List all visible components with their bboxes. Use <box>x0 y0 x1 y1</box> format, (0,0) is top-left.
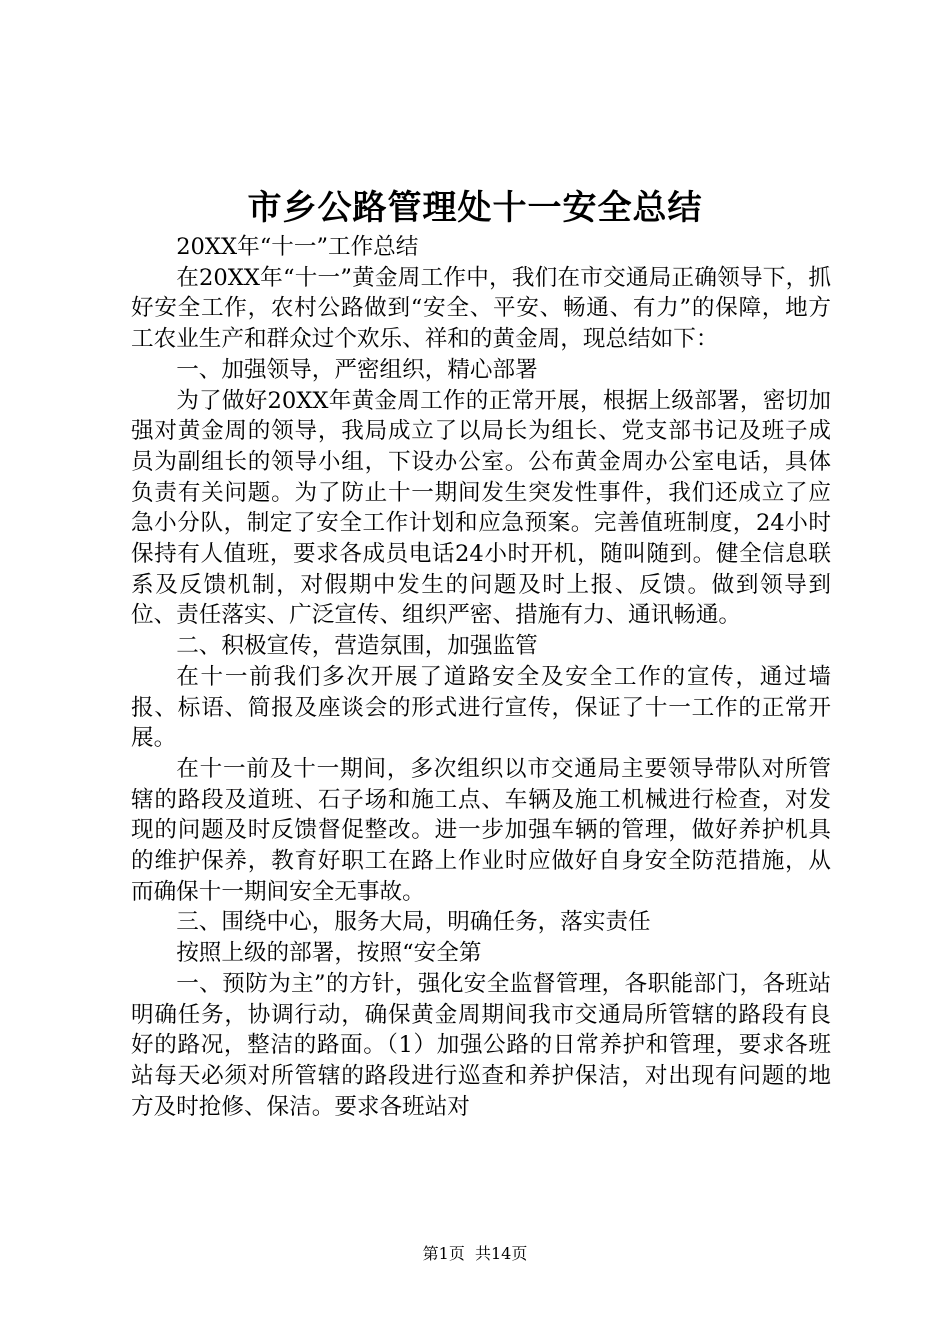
document-body <box>131 232 831 1122</box>
paragraph-section-3a: 按照上级的部署，按照“安全第 <box>176 940 482 967</box>
paragraph-intro: 在20XX年“十一”黄金周工作中，我们在市交通局正确领导下，抓好安全工作，农村公路做到“安全、平安、畅通、有力”的保障，地方工农业生产和群众过个欢乐、祥和的黄金周，现总结如下： <box>131 264 831 353</box>
paragraph-section-2b: 在十一前及十一期间，多次组织以市交通局主要领导带队对所管辖的路段及道班、石子场和施工点、车辆及施工机械进行检查，对发现的问题及时反馈督促整改。进一步加强车辆的管理，做好养护机具的维护保养，教育好职工在路上作业时应做好自身安全防范措施，从而确保十一期间安全无事故。 <box>131 755 831 905</box>
section-heading-1: 一、加强领导，严密组织，精心部署 <box>176 356 538 383</box>
paragraph-section-2a: 在十一前我们多次开展了道路安全及安全工作的宣传，通过墙报、标语、简报及座谈会的形式进行宣传，保证了十一工作的正常开展。 <box>131 663 831 752</box>
page-footer <box>0 1243 950 1265</box>
paragraph-subtitle: 20XX年“十一”工作总结 <box>176 234 419 260</box>
section-heading-3: 三、围绕中心，服务大局，明确任务，落实责任 <box>176 909 651 936</box>
page-number-label: 第1页 共14页 <box>422 1244 528 1263</box>
paragraph-section-3b: 一、预防为主”的方针，强化安全监督管理，各职能部门，各班站明确任务，协调行动，确保黄金周期间我市交通局所管辖的路段有良好的路况，整洁的路面。（1）加强公路的日常养护和管理，要求各班站每天必须对所管辖的路段进行巡查和养护保洁，对出现有问题的地方及时抢修、保洁。要求各班站对 <box>131 970 831 1120</box>
document-title: 市乡公路管理处十一安全总结 <box>247 188 703 228</box>
paragraph-section-1: 为了做好20XX年黄金周工作的正常开展，根据上级部署，密切加强对黄金周的领导，我局成立了以局长为组长、党支部书记及班子成员为副组长的领导小组，下设办公室。公布黄金周办公室电话，具体负责有关问题。为了防止十一期间发生突发性事件，我们还成立了应急小分队，制定了安全工作计划和应急预案。完善值班制度，24小时保持有人值班，要求各成员电话24小时开机，随叫随到。健全信息联系及反馈机制，对假期中发生的问题及时上报、反馈。做到领导到位、责任落实、广泛宣传、组织严密、措施有力、通讯畅通。 <box>131 387 831 629</box>
section-heading-2: 二、积极宣传，营造氛围，加强监管 <box>176 633 538 660</box>
